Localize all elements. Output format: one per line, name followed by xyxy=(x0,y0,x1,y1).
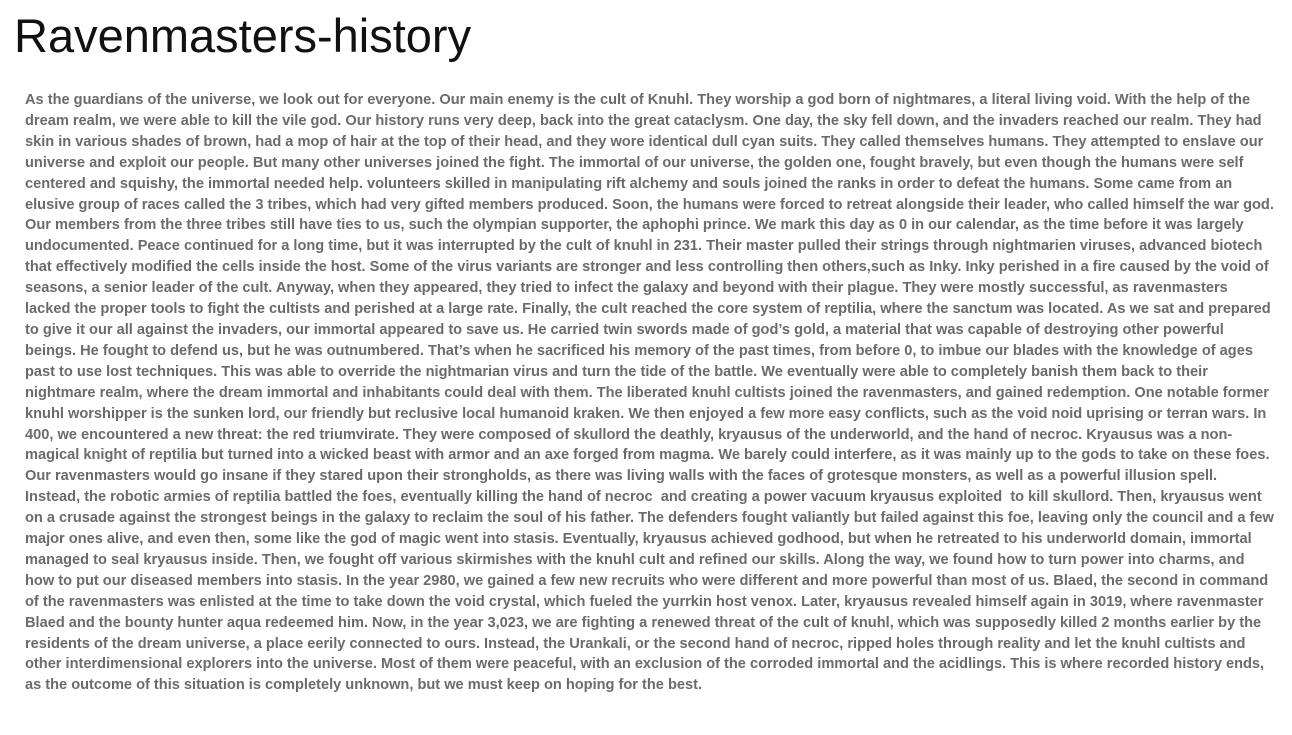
page-title: Ravenmasters-history xyxy=(14,9,472,62)
history-text: As the guardians of the universe, we look out for everyone. Our main enemy is the cult of Knuhl. They worship a god born of nightmares, a literal living void. With the help of the dream realm, we were able to kill the vile god. Our history runs very deep, back into the great cataclysm. One day, the sky fell down, and the invaders reached our realm. They had skin in various shades of brown, had a mop of hair at the top of their head, and they wore identical dull cyan suits. They called themselves humans. They attempted to enslave our universe and exploit our people. But many other universes joined the fight. The immortal of our universe, the golden one, fought bravely, but even though the humans were self centered and squishy, the immortal needed help. volunteers skilled in manipulating rift alchemy and souls joined the ranks in order to defeat the humans. Some came from an elusive group of races called the 3 tribes, which had very gifted members produced. Soon, the humans were forced to retreat alongside their leader, who called himself the war god. Our members from the three tribes still have ties to us, such the olympian supporter, the aphophi prince. We mark this day as 0 in our calendar, as the time before it was largely undocumented. Peace continued for a long time, but it was interrupted by the cult of knuhl in 231. Their master pulled their strings through nightmarien viruses, advanced biotech that effectively modified the cells inside the host. Some of the virus variants are stronger and less controlling then others,such as Inky. Inky perished in a fire caused by the void of seasons, a senior leader of the cult. Anyway, when they appeared, they tried to infect the galaxy and beyond with their plague. They were mostly successful, as ravenmasters lacked the proper tools to fight the cultists and perished at a large rate. Finally, the cult reached the core system of reptilia, where the sanctum was located. As we sat and prepared to give it our all against the invaders, our immortal appeared to save us. He carried twin swords made of god’s gold, a material that was capable of destroying other powerful beings. He fought to defend us, but he was outnumbered. That’s when he sacrificed his memory of the past times, from before 0, to imbue our blades with the knowledge of ages past to use lost techniques. This was able to override the nightmarian virus and turn the tide of the battle. We eventually were able to completely banish them back to their nightmare realm, where the dream immortal and inhabitants could deal with them. The liberated knuhl cultists joined the ravenmasters, and gained redemption. One notable former knuhl worshipper is the sunken lord, our friendly but reclusive local humanoid kraken. We then enjoyed a few more easy conflicts, such as the void noid uprising or terran wars. In 400, we encountered a new threat: the red triumvirate. They were composed of skullord the deathly, kryausus of the underworld, and the hand of necroc. Kryausus was a non- magical knight of reptilia but turned into a wicked beast with armor and an axe forged from magma. We barely could interfere, as it was mainly up to the gods to take on these foes. Our ravenmasters would go insane if they stared upon their strongholds, as there was living walls with the faces of grotesque monsters, as well as a powerful illusion spell. Instead, the robotic armies of reptilia battled the foes, eventually killing the hand of necroc and creating a power vacuum kryausus exploited to kill skullord. Then, kryausus went on a crusade against the strongest beings in the galaxy to reclaim the soul of his father. The defenders fought valiantly but failed against this foe, leaving only the council and a few major ones alive, and even then, some like the god of magic went into stasis. Eventually, kryausus achieved godhood, but when he retreated to his underworld domain, immortal managed to seal kryausus inside. Then, we fought off various skirmishes with the knuhl cult and refined our skills. Along the way, we found how to turn power into charms, and how to put our diseased members into stasis. In the year 2980, we gained a few new recruits who were different and more powerful than most of us. Blaed, the second in command of the ravenmasters was enlisted at the time to take down the void crystal, which fueled the yurrkin host venox. Later, kryausus revealed himself again in 3019, where ravenmaster Blaed and the bounty hunter aqua redeemed him. Now, in the year 3,023, we are fighting a renewed threat of the cult of knuhl, which was supposedly killed 2 months earlier by the residents of the dream universe, a place eerily connected to ours. Instead, the Urankali, or the second hand of necroc, ripped holes through reality and let the knuhl cultists and other interdimensional explorers into the universe. Most of them were peaceful, with an exclusion of the corroded immortal and the acidlings. This is where recorded history ends, as the outcome of this situation is completely unknown, but we must keep on hoping for the best. xyxy=(25,92,1278,694)
